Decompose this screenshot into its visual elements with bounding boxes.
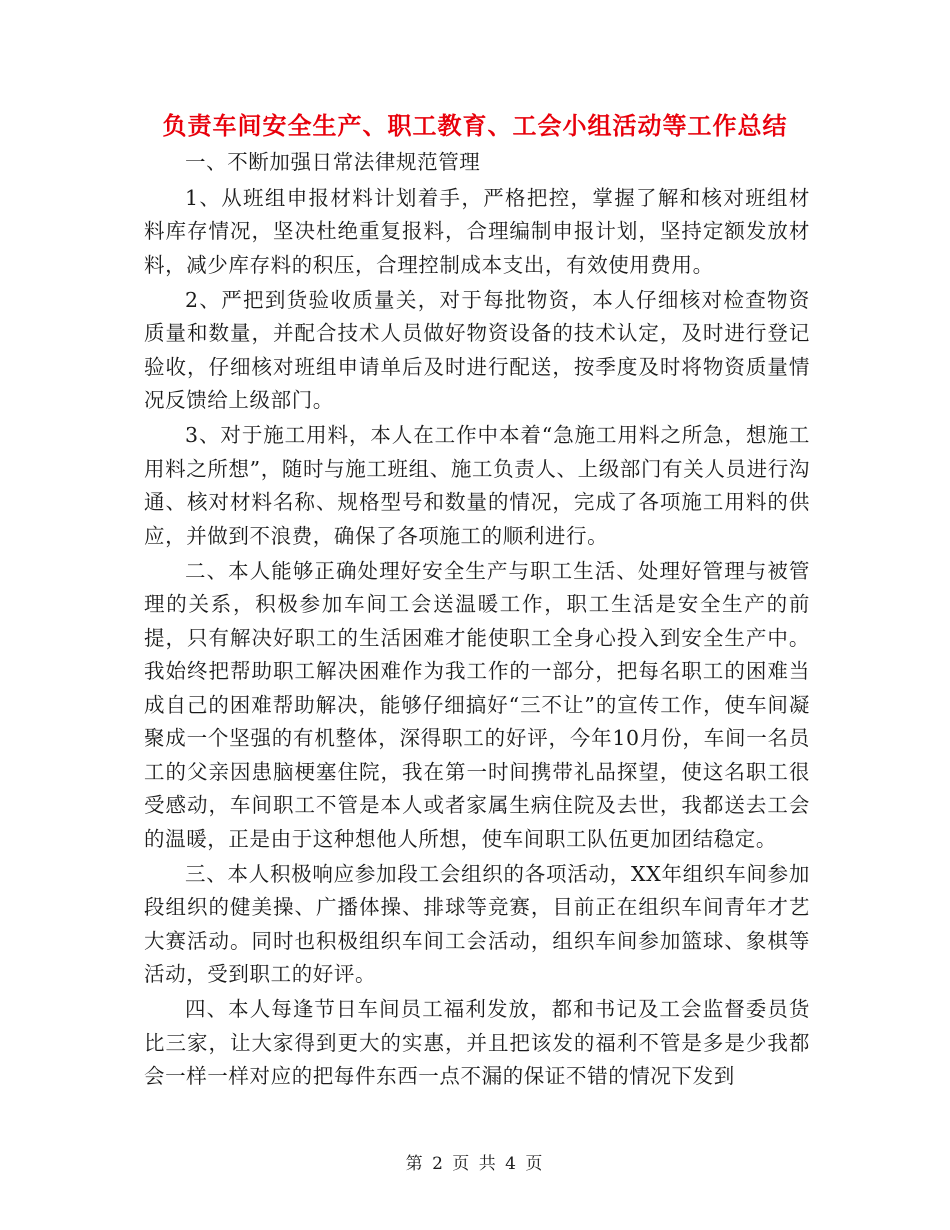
document-body <box>144 146 810 1094</box>
paragraph-item-2: 2、严把到货验收质量关，对于每批物资，本人仔细核对检查物资质量和数量，并配合技术人员做好物资设备的技术认定，及时进行登记验收，仔细核对班组申请单后及时进行配送，按季度及时将物资质量情况反馈给上级部门。 <box>144 287 810 412</box>
section-heading-1: 一、不断加强日常法律规范管理 <box>185 150 481 174</box>
paragraph-item-3: 3、对于施工用料，本人在工作中本着“急施工用料之所急，想施工用料之所想”，随时与施工班组、施工负责人、上级部门有关人员进行沟通、核对材料名称、规格型号和数量的情况，完成了各项施工用料的供应，并做到不浪费，确保了各项施工的顺利进行。 <box>144 423 810 548</box>
paragraph-section-4: 四、本人每逢节日车间员工福利发放，都和书记及工会监督委员货比三家，让大家得到更大的实惠，并且把该发的福利不管是多是少我都会一样一样对应的把每件东西一点不漏的保证不错的情况下发到 <box>144 997 810 1088</box>
paragraph-item-1: 1、从班组申报材料计划着手，严格把控，掌握了解和核对班组材料库存情况，坚决杜绝重复报料，合理编制申报计划，坚持定额发放材料，减少库存料的积压，合理控制成本支出，有效使用费用。 <box>144 185 810 277</box>
page-number: 第 2 页 共 4 页 <box>405 1154 545 1174</box>
paragraph-section-2: 二、本人能够正确处理好安全生产与职工生活、处理好管理与被管理的关系，积极参加车间工会送温暖工作，职工生活是安全生产的前提，只有解决好职工的生活困难才能使职工全身心投入到安全生产中。我始终把帮助职工解决困难作为我工作的一部分，把每名职工的困难当成自己的困难帮助解决，能够仔细搞好“三不让”的宣传工作，使车间凝聚成一个坚强的有机整体，深得职工的好评，今年10月份，车间一名员工的父亲因患脑梗塞住院，我在第一时间携带礼品探望，使这名职工很受感动，车间职工不管是本人或者家属生病住院及去世，我都送去工会的温暖，正是由于这种想他人所想，使车间职工队伍更加团结稳定。 <box>144 558 810 851</box>
document-title: 负责车间安全生产、职工教育、工会小组活动等工作总结 <box>162 111 788 140</box>
paragraph-section-3: 三、本人积极响应参加段工会组织的各项活动，XX年组织车间参加段组织的健美操、广播体操、排球等竞赛，目前正在组织车间青年才艺大赛活动。同时也积极组织车间工会活动，组织车间参加篮球、象棋等活动，受到职工的好评。 <box>144 861 810 986</box>
